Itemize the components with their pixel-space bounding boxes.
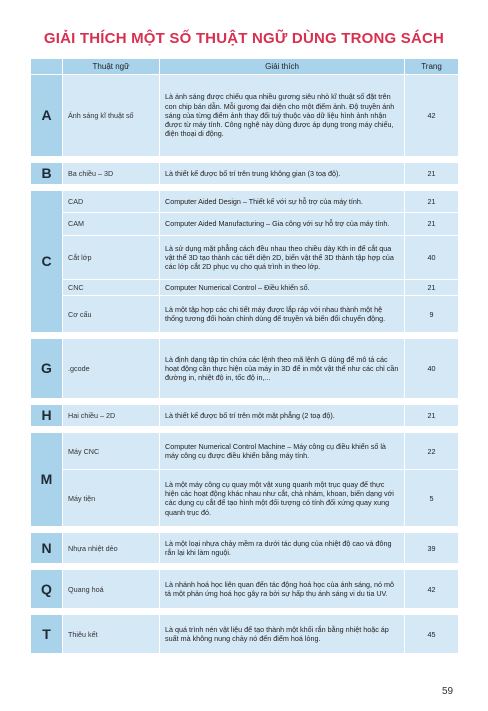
header-explanation: Giải thích — [160, 59, 405, 75]
table-row — [31, 236, 459, 280]
term-cell: Hai chiều – 2D — [63, 405, 160, 427]
group-letter: A — [31, 75, 63, 157]
header-letter — [31, 59, 63, 75]
glossary-table — [30, 58, 459, 654]
page-cell: 22 — [405, 433, 459, 470]
page-cell: 39 — [405, 533, 459, 564]
table-row — [31, 163, 459, 185]
page-cell: 21 — [405, 405, 459, 427]
group-letter: N — [31, 533, 63, 564]
explanation-cell: Là nhánh hoá học liên quan đến tác động hoá học của ánh sáng, nó mô tả một phản ứng hoá học gây ra bởi sự hấp thụ ánh sáng vi du tia UV. — [160, 570, 405, 609]
explanation-cell: Computer Aided Design – Thiết kế với sự hỗ trợ của máy tính. — [160, 191, 405, 213]
explanation-cell: Là thiết kế được bố trí trên một mặt phẳng (2 toạ độ). — [160, 405, 405, 427]
page-cell: 45 — [405, 615, 459, 654]
group-letter: Q — [31, 570, 63, 609]
explanation-cell: Là ánh sáng được chiếu qua nhiều gương siêu nhỏ kĩ thuật số đặt trên con chip bán dẫn. Mỗi gương đại diện cho một điểm ảnh. Độ truyền ánh sáng của từng điểm ảnh thay đổi tuỳ thuộc vào dữ liệu hình ảnh nhận được từ máy tính. Công nghệ này dùng được áp dụng trong máy chiếu, điện thoại di động. — [160, 75, 405, 157]
page-cell: 5 — [405, 470, 459, 527]
table-row — [31, 405, 459, 427]
table-row — [31, 213, 459, 236]
page-cell: 21 — [405, 213, 459, 236]
page-cell: 9 — [405, 296, 459, 333]
term-cell: Quang hoá — [63, 570, 160, 609]
term-cell: Cơ cấu — [63, 296, 160, 333]
page-cell: 42 — [405, 570, 459, 609]
explanation-cell: Computer Numerical Control Machine – Máy công cụ điều khiển số là máy công cụ được điều khiển bằng máy tính. — [160, 433, 405, 470]
term-cell: Cắt lớp — [63, 236, 160, 280]
explanation-cell: Computer Numerical Control – Điều khiển số. — [160, 280, 405, 296]
page-cell: 40 — [405, 339, 459, 399]
table-header-row — [31, 59, 459, 75]
explanation-cell: Là một máy công cụ quay một vật xung quanh một trục quay để thực hiện các hoạt động khác nhau như cắt, chà nhám, khoan, biến dạng với các dụng cụ cắt để tạo hình một đối tượng có tính đối xứng quay xung quanh trục đó. — [160, 470, 405, 527]
group-letter: B — [31, 163, 63, 185]
group-letter: C — [31, 191, 63, 333]
table-row — [31, 615, 459, 654]
term-cell: CAD — [63, 191, 160, 213]
table-row — [31, 470, 459, 527]
table-row — [31, 280, 459, 296]
group-letter: T — [31, 615, 63, 654]
glossary-body — [31, 75, 459, 654]
term-cell: Máy tiện — [63, 470, 160, 527]
explanation-cell: Computer Aided Manufacturing – Gia công với sự hỗ trợ của máy tính. — [160, 213, 405, 236]
term-cell: Máy CNC — [63, 433, 160, 470]
table-row — [31, 533, 459, 564]
table-row — [31, 296, 459, 333]
table-row — [31, 433, 459, 470]
header-term: Thuật ngữ — [63, 59, 160, 75]
group-letter: M — [31, 433, 63, 527]
page-cell: 21 — [405, 163, 459, 185]
table-row — [31, 191, 459, 213]
page-title: GIẢI THÍCH MỘT SỐ THUẬT NGỮ DÙNG TRONG SÁCH — [43, 30, 445, 47]
term-cell: Nhựa nhiệt dẻo — [63, 533, 160, 564]
page-number: 59 — [442, 686, 454, 697]
term-cell: CAM — [63, 213, 160, 236]
term-cell: Ba chiều – 3D — [63, 163, 160, 185]
header-page: Trang — [405, 59, 459, 75]
page-cell: 40 — [405, 236, 459, 280]
group-letter: G — [31, 339, 63, 399]
term-cell: .gcode — [63, 339, 160, 399]
explanation-cell: Là một loại nhựa chảy mềm ra dưới tác dụng của nhiệt độ cao và đông rắn lại khi làm nguội. — [160, 533, 405, 564]
term-cell: Ánh sáng kĩ thuật số — [63, 75, 160, 157]
explanation-cell: Là một tập hợp các chi tiết máy được lắp ráp với nhau thành một hệ thống tương đối hoàn chỉnh dùng để truyền và biến đổi chuyển động. — [160, 296, 405, 333]
group-letter: H — [31, 405, 63, 427]
page-cell: 42 — [405, 75, 459, 157]
explanation-cell: Là sử dụng mặt phẳng cách đều nhau theo chiều dày Kth in để cắt qua vật thể 3D tạo thành các tiết diện 2D, biến vật thể 3D thành tập hợp của các lớp cắt 2D phục vụ cho quá trình in theo lớp. — [160, 236, 405, 280]
table-row — [31, 75, 459, 157]
explanation-cell: Là quá trình nén vật liệu để tạo thành một khối rắn bằng nhiệt hoặc áp suất mà không nung chảy nó đến điểm hoá lỏng. — [160, 615, 405, 654]
table-row — [31, 570, 459, 609]
table-row — [31, 339, 459, 399]
page-cell: 21 — [405, 191, 459, 213]
term-cell: CNC — [63, 280, 160, 296]
explanation-cell: Là thiết kế được bố trí trên trung không gian (3 toạ độ). — [160, 163, 405, 185]
explanation-cell: Là định dạng tập tin chứa các lệnh theo mã lệnh G dùng để mô tả các hoạt động cần thực hiện của máy in 3D để in một vật thể như các chỉ cần đường in, nhiệt độ in, tốc độ in,... — [160, 339, 405, 399]
term-cell: Thiêu kết — [63, 615, 160, 654]
page-cell: 21 — [405, 280, 459, 296]
